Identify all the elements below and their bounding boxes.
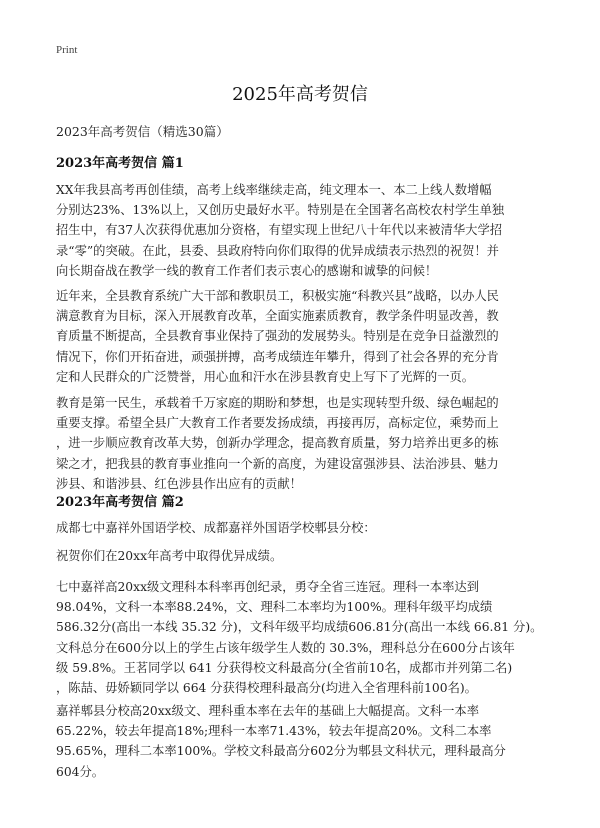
- text-line: 586.32分(高出一本线 35.32 分)，文科年级平均成绩606.81分(高出一本线 66.81 分)。: [56, 620, 543, 635]
- text-line: 招生中，有37人次获得优惠加分资格，有望实现上世纪八十年代以来被清华大学招: [56, 223, 503, 238]
- text-line: 七中嘉祥高20xx级文理科本科率再创纪录，勇夺全省三连冠。理科一本率达到: [56, 580, 480, 594]
- text-line: 梁之才，把我县的教育事业推向一个新的高度，为建设富强涉县、法治涉县、魅力: [56, 456, 499, 471]
- section-heading-1: 2023年高考贺信 篇1: [56, 156, 184, 171]
- section-2-paragraph-3: [56, 577, 556, 698]
- section-1-paragraph-1: [56, 180, 556, 281]
- text-line: 级 59.8%。王茗同学以 641 分获得校文科最高分(全省前10名，成都市并列第二名): [56, 660, 513, 675]
- section-1-paragraph-2: [56, 286, 556, 387]
- text-line: 文科总分在600分以上的学生占该年级学生人数的 30.3%，理科总分在600分占该年: [56, 640, 515, 655]
- text-line: 录“零”的突破。在此，县委、县政府特向你们取得的优异成绩表示热烈的祝贺！并: [56, 243, 499, 258]
- text-line: 向长期奋战在教学一线的教育工作者们表示衷心的感谢和诚挚的问候！: [56, 263, 438, 278]
- text-line: 95.65%，理科二本率100%。学校文科最高分602分为郫县文科状元，理科最高分: [56, 744, 506, 759]
- text-line: 育质量不断提高，全县教育事业保持了强劲的发展势头。特别是在竞争日益激烈的: [56, 329, 499, 344]
- text-line: 教育是第一民生，承载着千万家庭的期盼和梦想，也是实现转型升级、绿色崛起的: [56, 396, 499, 410]
- text-line: 重要支撑。希望全县广大教育工作者要发扬成绩，再接再厉，高标定位，乘势而上: [56, 416, 499, 431]
- text-line: 分别达23%、13%以上，又创历史最好水平。特别是在全国著名高校农村学生单独: [56, 203, 505, 218]
- text-line: 近年来，全县教育系统广大干部和教职员工，积极实施“科教兴县”战略，以办人民: [56, 289, 499, 303]
- page-title: 2025年高考贺信: [232, 84, 368, 105]
- text-line: XX年我县高考再创佳绩，高考上线率继续走高，纯文理本一、本二上线人数增幅: [56, 183, 492, 197]
- text-line: 成都七中嘉祥外国语学校、成都嘉祥外国语学校郫县分校：: [56, 521, 376, 535]
- section-heading-2: 2023年高考贺信 篇2: [56, 495, 184, 510]
- text-line: ，陈喆、毋娇颖同学以 664 分获得校理科最高分(均进入全省理科前100名)。: [56, 681, 477, 696]
- text-line: 604分。: [56, 764, 105, 779]
- text-line: 祝贺你们在20xx年高考中取得优异成绩。: [56, 549, 283, 563]
- section-2-paragraph-1: [56, 518, 556, 538]
- text-line: 情况下，你们开拓奋进，顽强拼搏，高考成绩连年攀升，得到了社会各界的充分肯: [56, 349, 499, 364]
- text-line: ，进一步顺应教育改革大势，创新办学理念，提高教育质量，努力培养出更多的栋: [56, 436, 499, 451]
- section-2-paragraph-2: [56, 546, 556, 566]
- section-1-paragraph-3: [56, 393, 556, 494]
- text-line: 满意教育为目标，深入开展教育改革，全面实施素质教育，教学条件明显改善，教: [56, 309, 499, 324]
- print-label[interactable]: Print: [56, 44, 78, 56]
- section-2-paragraph-4: [56, 701, 556, 782]
- text-line: 涉县、和谐涉县、红色涉县作出应有的贡献！: [56, 476, 302, 491]
- text-line: 定和人民群众的广泛赞誉，用心血和汗水在涉县教育史上写下了光辉的一页。: [56, 369, 475, 384]
- text-line: 嘉祥郫县分校高20xx级文、理科重本率在去年的基础上大幅提高。文科一本率: [56, 704, 480, 718]
- text-line: 65.22%，较去年提高18%;理科一本率71.43%，较去年提高20%。文科二本率: [56, 724, 492, 739]
- text-line: 98.04%，文科一本率88.24%，文、理科二本率均为100%。理科年级平均成绩: [56, 600, 493, 615]
- document-subtitle: 2023年高考贺信（精选30篇）: [56, 124, 229, 139]
